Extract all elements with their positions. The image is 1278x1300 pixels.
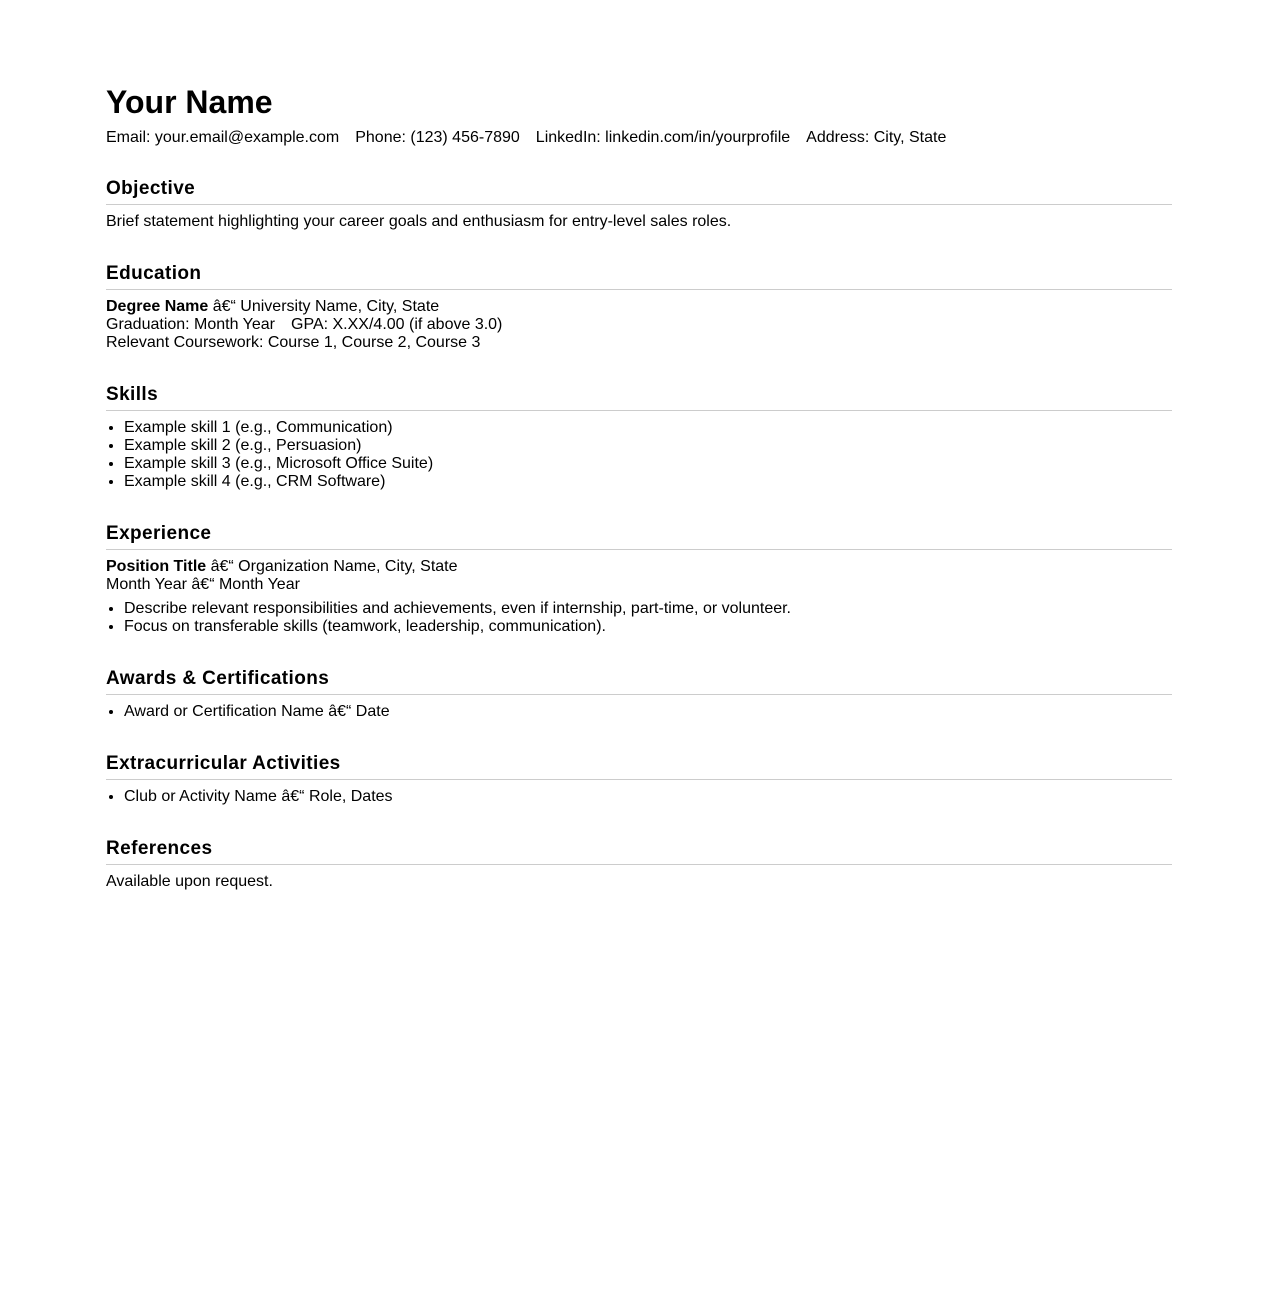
position-title: Position Title [106, 558, 207, 575]
section-title-references: References [106, 838, 1172, 865]
contact-line [106, 129, 1172, 147]
contact-linkedin: LinkedIn: linkedin.com/in/yourprofile [535, 129, 791, 146]
graduation-date: Graduation: Month Year [106, 316, 276, 333]
gpa: GPA: X.XX/4.00 (if above 3.0) [291, 316, 503, 333]
extracurricular-list [106, 788, 1172, 806]
skills-list [106, 419, 1172, 491]
coursework: Relevant Coursework: Course 1, Course 2, Course 3 [106, 334, 481, 351]
organization-info: â€“ Organization Name, City, State [206, 558, 458, 575]
list-item: • Describe relevant responsibilities and achievements, even if internship, part-time, or volunteer. [124, 600, 1172, 618]
section-references [106, 838, 1172, 891]
contact-email: Email: your.email@example.com [106, 129, 340, 146]
list-item: • Example skill 4 (e.g., CRM Software) [124, 473, 1172, 491]
experience-bullets [106, 600, 1172, 636]
section-title-extracurricular: Extracurricular Activities [106, 753, 1172, 780]
section-experience [106, 523, 1172, 636]
contact-address: Address: City, State [806, 129, 947, 146]
section-skills [106, 384, 1172, 491]
section-extracurricular [106, 753, 1172, 806]
resume-name: Your Name [106, 84, 273, 120]
section-awards [106, 668, 1172, 721]
section-education [106, 263, 1172, 352]
degree-name: Degree Name [106, 298, 209, 315]
list-item: • Example skill 1 (e.g., Communication) [124, 419, 1172, 437]
experience-dates: Month Year â€“ Month Year [106, 576, 300, 593]
section-title-education: Education [106, 263, 1172, 290]
section-title-skills: Skills [106, 384, 1172, 411]
references-text: Available upon request. [106, 873, 273, 890]
awards-list [106, 703, 1172, 721]
section-title-experience: Experience [106, 523, 1172, 550]
objective-text: Brief statement highlighting your career goals and enthusiasm for entry-level sales roles. [106, 213, 732, 230]
list-item: • Focus on transferable skills (teamwork, leadership, communication). [124, 618, 1172, 636]
list-item: • Award or Certification Name â€“ Date [124, 703, 1172, 721]
section-objective [106, 178, 1172, 231]
experience-entry-head [106, 558, 1172, 576]
section-title-awards: Awards & Certifications [106, 668, 1172, 695]
education-entry-head [106, 298, 1172, 316]
school-info: â€“ University Name, City, State [208, 298, 440, 315]
list-item: • Example skill 2 (e.g., Persuasion) [124, 437, 1172, 455]
education-details [106, 316, 1172, 334]
contact-phone: Phone: (123) 456-7890 [355, 129, 520, 146]
list-item: • Example skill 3 (e.g., Microsoft Office Suite) [124, 455, 1172, 473]
list-item: • Club or Activity Name â€“ Role, Dates [124, 788, 1172, 806]
section-title-objective: Objective [106, 178, 1172, 205]
